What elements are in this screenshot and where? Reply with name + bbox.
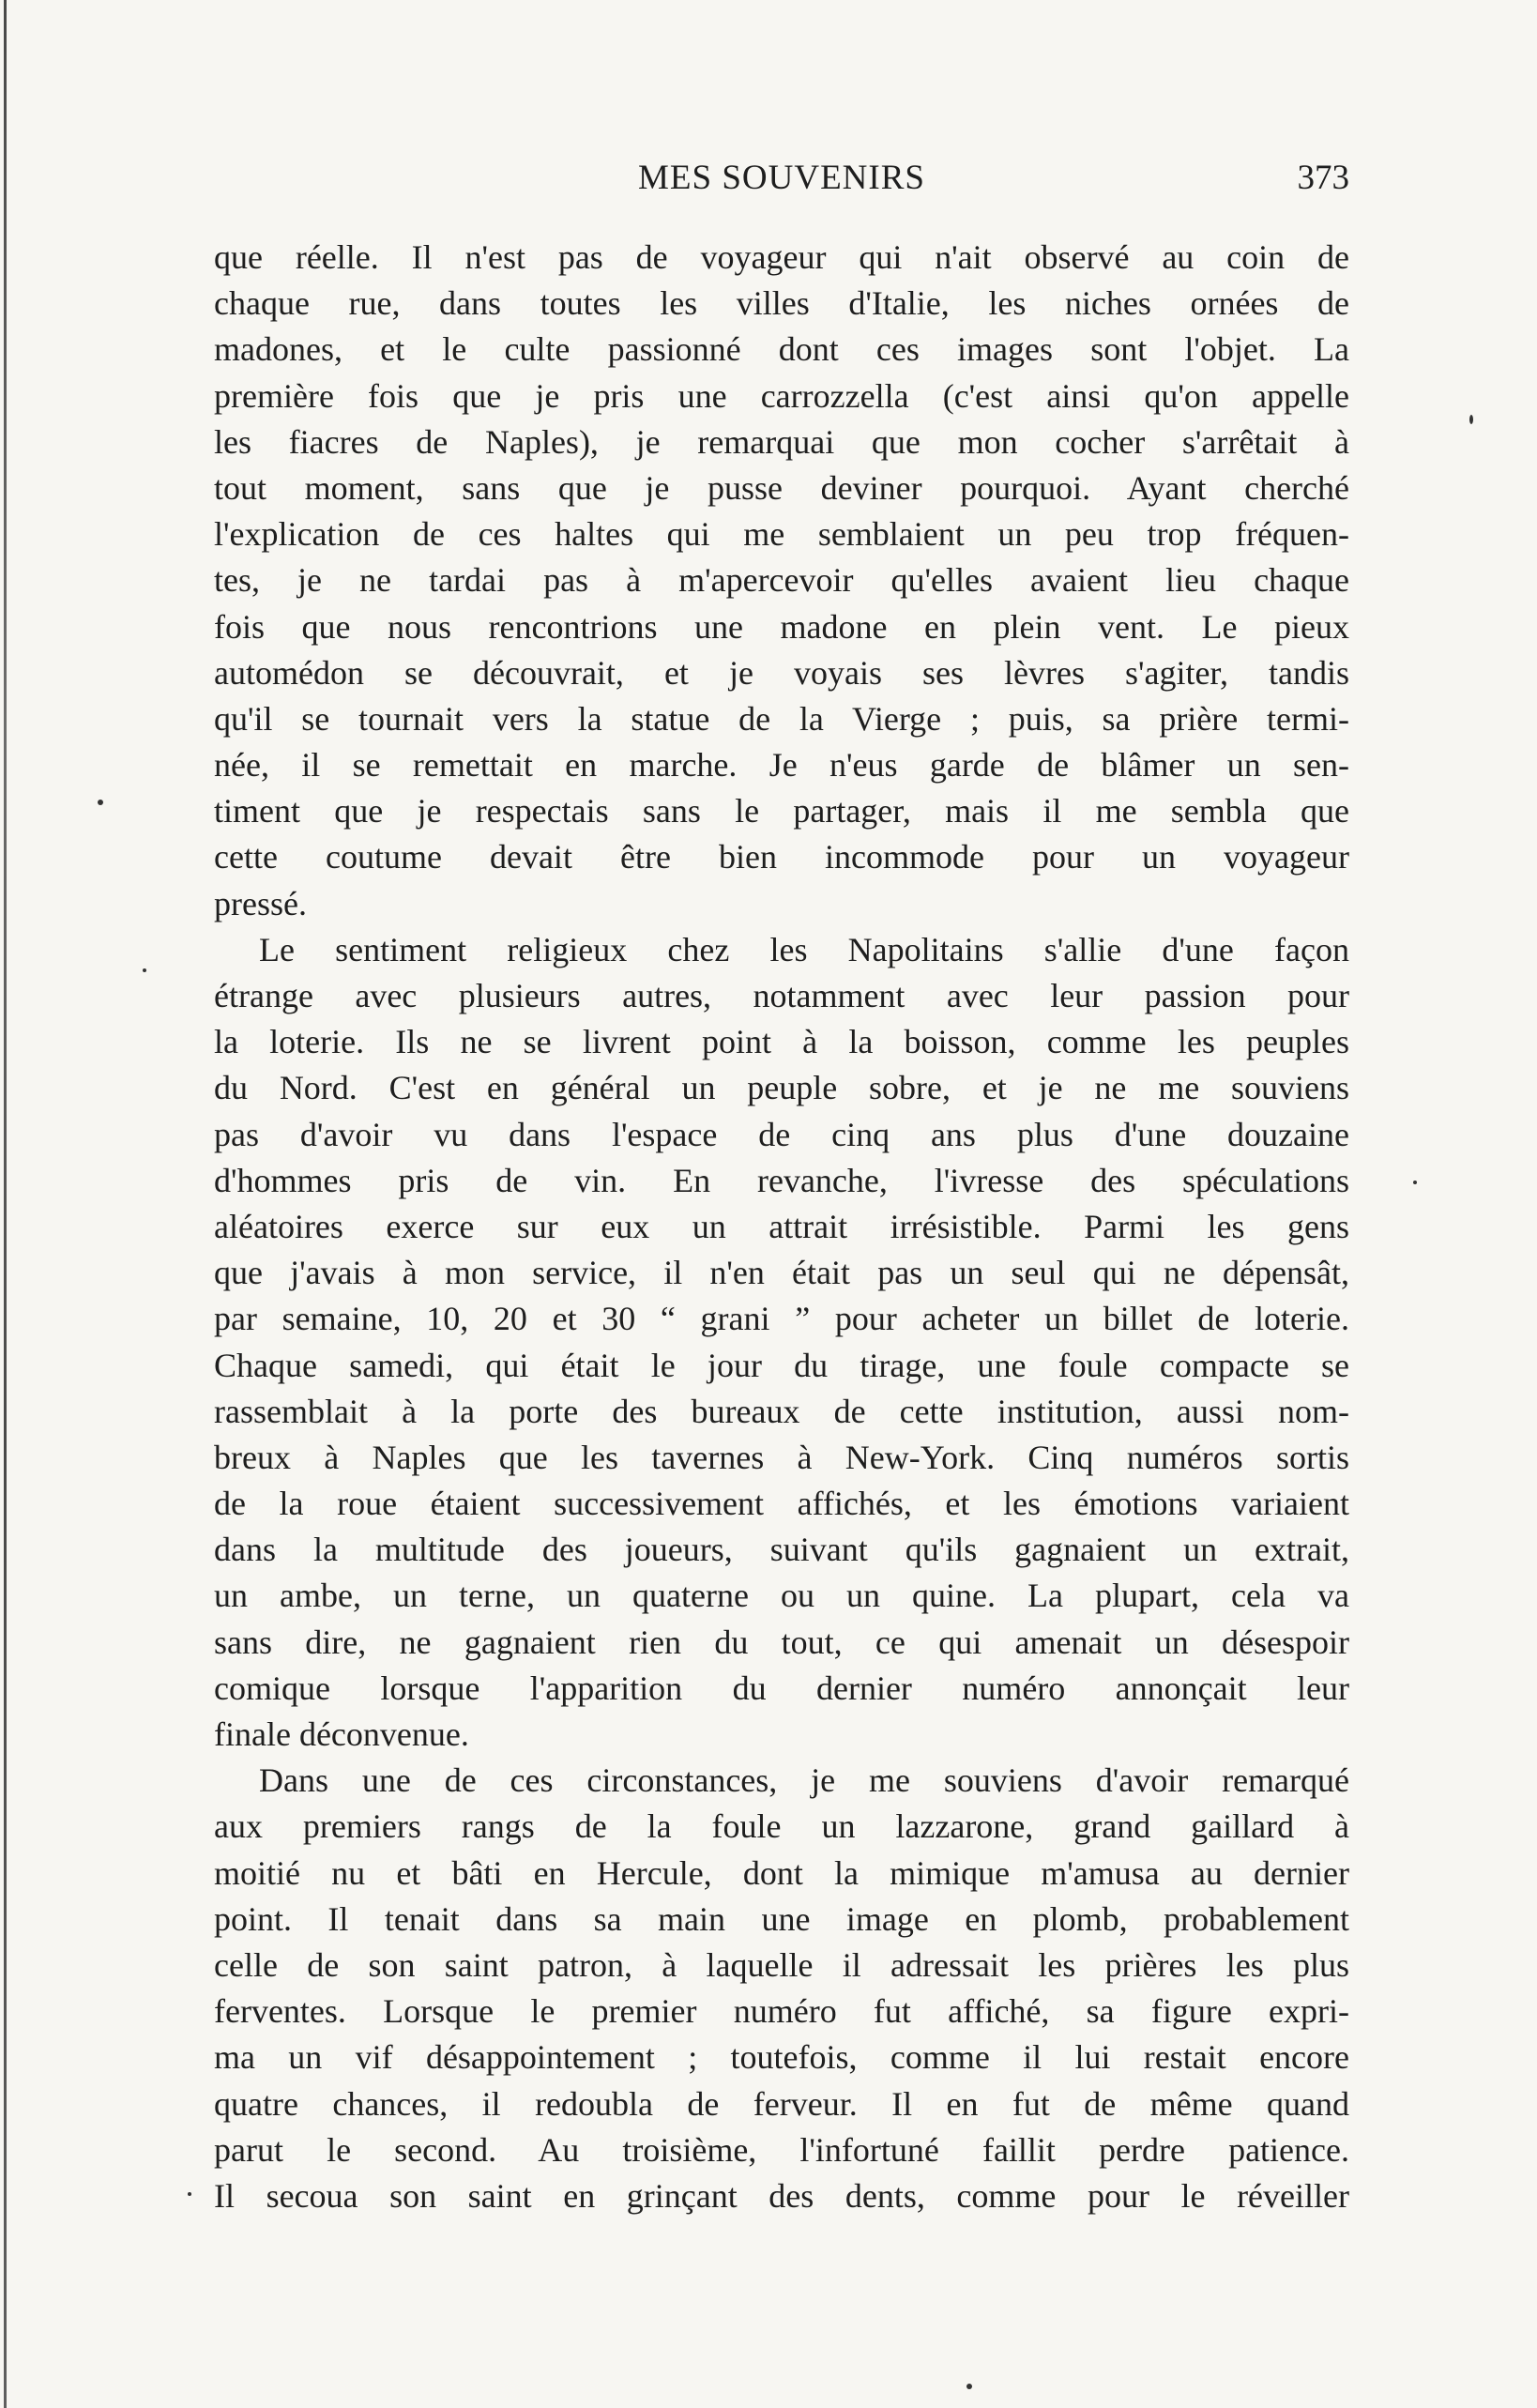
text-line: Le sentiment religieux chez les Napolitains s'allie d'une façon bbox=[259, 930, 1349, 968]
text-line: automédon se découvrait, et je voyais ses lèvres s'agiter, tandis bbox=[214, 653, 1349, 692]
text-line: quatre chances, il redoubla de ferveur. Il en fut de même quand bbox=[214, 2084, 1349, 2123]
body-text bbox=[214, 235, 1349, 2219]
text-line: Chaque samedi, qui était le jour du tirage, une foule compacte se bbox=[214, 1346, 1349, 1384]
running-header bbox=[214, 158, 1349, 210]
text-line: ma un vif désappointement ; toutefois, comme il lui restait encore bbox=[214, 2038, 1349, 2077]
text-line: comique lorsque l'apparition du dernier numéro annonçait leur bbox=[214, 1669, 1349, 1707]
text-line: pressé. bbox=[214, 884, 307, 922]
text-line: Dans une de ces circonstances, je me souviens d'avoir remarqué bbox=[259, 1761, 1349, 1800]
text-line: que réelle. Il n'est pas de voyageur qui n'ait observé au coin de bbox=[214, 238, 1349, 276]
text-line: qu'il se tournait vers la statue de la Vierge ; puis, sa prière termi- bbox=[214, 699, 1349, 738]
scan-speck bbox=[1469, 415, 1473, 424]
text-line: timent que je respectais sans le partager, mais il me sembla que bbox=[214, 792, 1349, 831]
text-line: moitié nu et bâti en Hercule, dont la mimique m'amusa au dernier bbox=[214, 1853, 1349, 1892]
text-line: pas d'avoir vu dans l'espace de cinq ans plus d'une douzaine bbox=[214, 1115, 1349, 1153]
paragraph-2 bbox=[214, 927, 1349, 1758]
text-line: d'hommes pris de vin. En revanche, l'ivresse des spéculations bbox=[214, 1161, 1349, 1199]
text-line: finale déconvenue. bbox=[214, 1715, 469, 1753]
text-line: tes, je ne tardai pas à m'apercevoir qu'elles avaient lieu chaque bbox=[214, 561, 1349, 600]
text-line: chaque rue, dans toutes les villes d'Italie, les niches ornées de bbox=[214, 284, 1349, 323]
text-line: par semaine, 10, 20 et 30 “ grani ” pour acheter un billet de loterie. bbox=[214, 1300, 1349, 1338]
text-line: madones, et le culte passionné dont ces images sont l'objet. La bbox=[214, 330, 1349, 369]
text-line: un ambe, un terne, un quaterne ou un quine. La plupart, cela va bbox=[214, 1577, 1349, 1615]
text-line: la loterie. Ils ne se livrent point à la boisson, comme les peuples bbox=[214, 1023, 1349, 1061]
text-line: les fiacres de Naples), je remarquai que mon cocher s'arrêtait à bbox=[214, 422, 1349, 461]
scan-speck bbox=[966, 2384, 972, 2389]
text-line: que j'avais à mon service, il n'en était pas un seul qui ne dépensât, bbox=[214, 1254, 1349, 1292]
scan-speck bbox=[143, 968, 146, 972]
text-line: point. Il tenait dans sa main une image en plomb, probablement bbox=[214, 1899, 1349, 1938]
text-line: tout moment, sans que je pusse deviner pourquoi. Ayant cherché bbox=[214, 468, 1349, 507]
page-number: 373 bbox=[1297, 159, 1349, 197]
text-line: Il secoua son saint en grinçant des dents, comme pour le réveiller bbox=[214, 2176, 1349, 2215]
text-line: sans dire, ne gagnaient rien du tout, ce qui amenait un désespoir bbox=[214, 1623, 1349, 1661]
text-line: ferventes. Lorsque le premier numéro fut affiché, sa figure expri- bbox=[214, 1992, 1349, 2031]
text-line: fois que nous rencontrions une madone en plein vent. Le pieux bbox=[214, 607, 1349, 646]
scan-speck bbox=[188, 2192, 191, 2196]
text-line: aléatoires exerce sur eux un attrait irrésistible. Parmi les gens bbox=[214, 1207, 1349, 1245]
text-line: première fois que je pris une carrozzella (c'est ainsi qu'on appelle bbox=[214, 376, 1349, 415]
text-line: du Nord. C'est en général un peuple sobre, et je ne me souviens bbox=[214, 1069, 1349, 1107]
text-line: étrange avec plusieurs autres, notamment avec leur passion pour bbox=[214, 977, 1349, 1014]
text-line: de la roue étaient successivement affichés, et les émotions variaient bbox=[214, 1485, 1349, 1523]
text-line: née, il se remettait en marche. Je n'eus garde de blâmer un sen- bbox=[214, 746, 1349, 785]
text-line: parut le second. Au troisième, l'infortuné faillit perdre patience. bbox=[214, 2130, 1349, 2169]
text-line: aux premiers rangs de la foule un lazzarone, grand gaillard à bbox=[214, 1807, 1349, 1846]
running-title: MES SOUVENIRS bbox=[638, 159, 925, 197]
scan-speck bbox=[1413, 1181, 1417, 1184]
text-line: rassemblait à la porte des bureaux de cette institution, aussi nom- bbox=[214, 1392, 1349, 1430]
text-line: dans la multitude des joueurs, suivant qu'ils gagnaient un extrait, bbox=[214, 1531, 1349, 1569]
paragraph-1 bbox=[214, 235, 1349, 927]
text-line: cette coutume devait être bien incommode pour un voyageur bbox=[214, 838, 1349, 876]
scan-speck bbox=[98, 800, 103, 805]
text-line: breux à Naples que les tavernes à New-York. Cinq numéros sortis bbox=[214, 1438, 1349, 1476]
text-line: l'explication de ces haltes qui me semblaient un peu trop fréquen- bbox=[214, 515, 1349, 554]
binding-edge bbox=[4, 0, 7, 2408]
paragraph-3 bbox=[214, 1758, 1349, 2219]
text-line: celle de son saint patron, à laquelle il adressait les prières les plus bbox=[214, 1945, 1349, 1984]
